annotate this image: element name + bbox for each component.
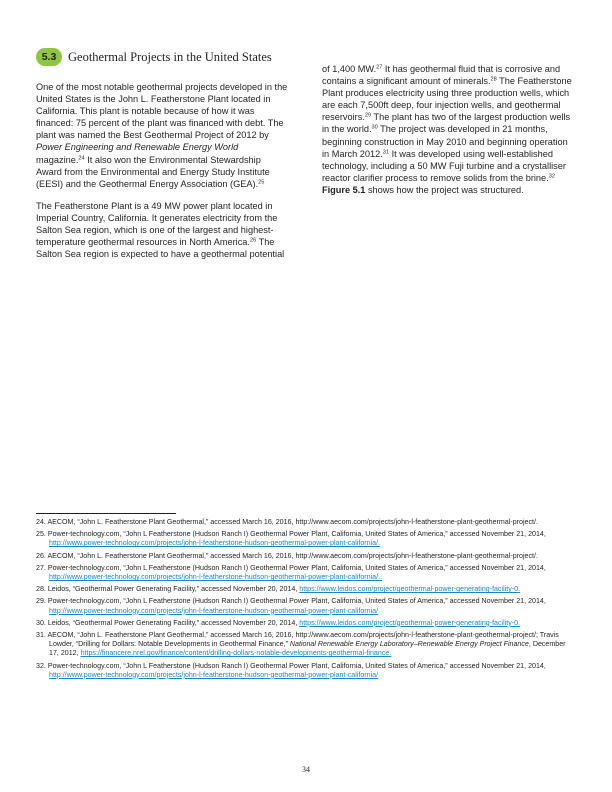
section-number-badge: 5.3 [36, 48, 62, 66]
footnote [36, 552, 576, 561]
footnote-text: 28. Leidos, “Geothermal Power Generating Facility,” accessed November 20, 2014, [36, 585, 300, 594]
footnote-ref[interactable]: 24 [78, 155, 85, 162]
footnote-text: 24. AECOM, “John L. Featherstone Plant Geothermal,” accessed March 16, 2016, http://www.aecom.com/projects/john-l-featherstone-plant-geothermal-project/. [36, 518, 538, 526]
footnote [36, 597, 576, 615]
footnote-ref[interactable]: 31 [382, 149, 390, 156]
footnote-divider [36, 513, 176, 514]
footnote-ref[interactable]: 29 [364, 112, 372, 119]
figure-reference[interactable]: Figure 5.1 [322, 184, 366, 195]
body-paragraph [36, 200, 288, 260]
footnote-ref[interactable]: 30 [371, 125, 378, 132]
footnote-text: 27. Power-technology.com, “John L Featherstone (Hudson Ranch I) Geothermal Power Plant, California, United States of America,” accessed November 21, 2014, [36, 563, 546, 572]
footnote-text: 30. Leidos, “Geothermal Power Generating Facility,” accessed November 20, 2014, [36, 618, 300, 627]
footnote-text: , December 17, 2012, [49, 640, 566, 658]
footnote-text: 26. AECOM, “John L. Featherstone Plant Geothermal,” accessed March 16, 2016, http://www.aecom.com/projects/john-l-featherstone-plant-geothermal-project/. [36, 551, 538, 560]
right-column [322, 63, 574, 206]
footnote-ref[interactable]: 27 [376, 64, 383, 71]
section-heading [36, 48, 272, 66]
section-title: Geothermal Projects in the United States [68, 49, 272, 64]
footnote-text: 31. AECOM, “John L. Featherstone Plant Geothermal,” accessed March 16, 2016, http://www.aecom.com/projects/john-l-featherstone-plant-geothermal-project/; Travis Lowder, “Drilling for Dollars: Notable Developments in Geothermal Finance,” [36, 631, 559, 649]
footnote [36, 662, 576, 680]
footnote-ref[interactable]: 26 [249, 237, 257, 244]
body-text: The Salton Sea region is expected to have a geothermal potential [36, 237, 285, 260]
body-text: It has geothermal fluid that is corrosive and contains a significant amount of minerals. [322, 64, 561, 87]
footnote-link[interactable]: http://www.power-technology.com/projects/john-l-featherstone-hudson-geothermal-power-plant-california/. [49, 539, 381, 548]
left-column [36, 81, 288, 270]
footnote [36, 631, 576, 659]
footnote [36, 530, 576, 548]
page-number: 34 [302, 765, 310, 774]
footnote-link[interactable]: http://www.power-technology.com/projects/john-l-featherstone-hudson-geothermal-power-plant-california/ [49, 670, 379, 679]
footnote-link[interactable]: https://financere.nrel.gov/finance/content/drilling-dollars-notable-developments-geothermal-finance. [80, 649, 392, 658]
body-text: The Featherstone Plant is a 49 MW power plant located in Imperial Country, California. It generates electricity from the Salton Sea region, which is one of the largest and highest-temperature geothermal resources in North America. [36, 200, 278, 248]
footnote [36, 619, 576, 628]
footnote-text: 29. Power-technology.com, “John L Featherstone (Hudson Ranch I) Geothermal Power Plant, California, United States of America,” accessed November 21, 2014, [36, 597, 546, 606]
body-text: One of the most notable geothermal projects developed in the United States is the John L. Featherstone Plant located in California. This plant is notable because of how it was financed: 75 percent of the plant was financed with debt. The plant was named the Best Geothermal Project of 2012 by [36, 82, 288, 141]
body-text: The Featherstone Plant produces electricity using three production wells, which are each 7,500ft deep, four injection wells, and geothermal reservoirs. [322, 76, 572, 123]
body-text: It was developed using well-established technology, including a 50 MW Fuji turbine and a crystalliser reactor clarifier process to remove solids from the brine. [322, 148, 566, 183]
footnote-text: 25. Power-technology.com, “John L Featherstone (Hudson Ranch I) Geothermal Power Plant, California, United States of America,” accessed November 21, 2014, [36, 530, 546, 539]
body-text: The project was developed in 21 months, beginning construction in May 2010 and beginning operation in March 2012. [322, 124, 568, 159]
footnote-ref[interactable]: 25 [258, 179, 265, 186]
body-text: The plant has two of the largest production wells in the world. [322, 112, 571, 135]
footnotes [36, 518, 576, 683]
body-text: It also won the Environmental Stewardship Award from the Environmental and Energy Study Institute (EESI) and the Geothermal Energy Association (GEA). [36, 154, 270, 189]
body-text: shows how the project was structured. [365, 184, 524, 195]
footnote-ref[interactable]: 32 [548, 173, 555, 180]
footnote-link[interactable]: http://www.power-technology.com/projects/john-l-featherstone-hudson-geothermal-power-plant-california/.. [49, 573, 383, 582]
footnote-publication: National Renewable Energy Laboratory–Renewable Energy Project Finance [289, 640, 529, 649]
footnote-link[interactable]: http://www.power-technology.com/projects/john-l-featherstone-hudson-geothermal-power-plant-california/ [49, 606, 379, 615]
body-paragraph [36, 81, 288, 190]
footnote [36, 564, 576, 582]
publication-title: Power Engineering and Renewable Energy World [36, 142, 239, 153]
footnote [36, 585, 576, 594]
footnote [36, 518, 576, 527]
footnote-link[interactable]: https://www.leidos.com/project/geothermal-power-generating-facility-0. [299, 618, 521, 627]
body-paragraph [322, 63, 574, 196]
body-text: of 1,400 MW. [322, 64, 377, 74]
body-text: magazine. [36, 154, 79, 165]
footnote-text: 32. Power-technology.com, “John L Featherstone (Hudson Ranch I) Geothermal Power Plant, California, United States of America,” accessed November 21, 2014, [36, 661, 546, 670]
footnote-ref[interactable]: 28 [490, 76, 497, 83]
footnote-link[interactable]: https://www.leidos.com/project/geothermal-power-generating-facility-0. [299, 585, 521, 594]
